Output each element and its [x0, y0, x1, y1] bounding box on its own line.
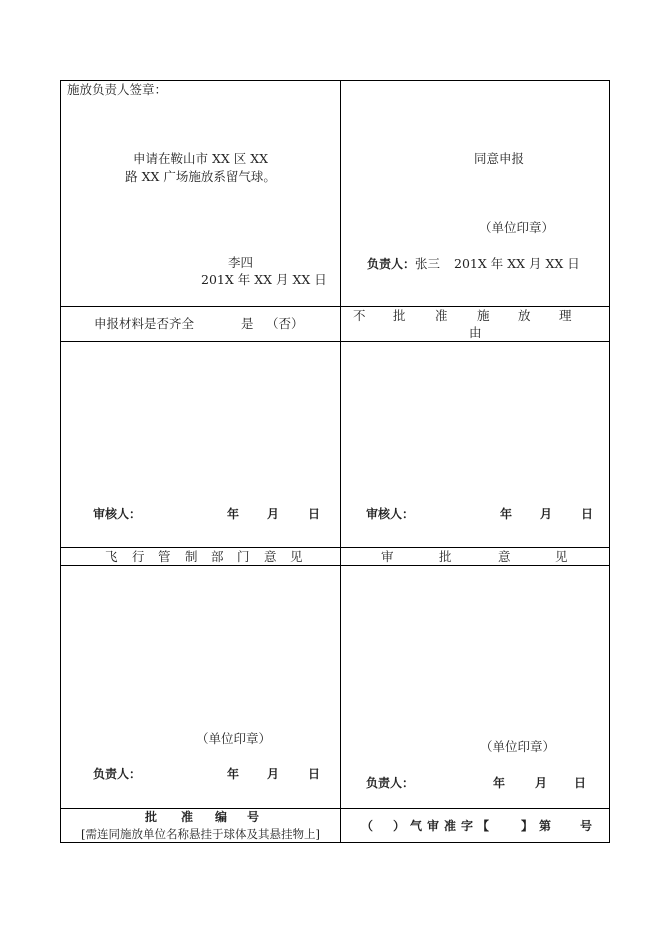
review-day-left: 日: [308, 507, 321, 521]
flight-control-responsible-label: 负责人：: [93, 767, 142, 781]
unit-opinion: 同意申报: [474, 151, 525, 166]
flight-control-month: 月: [267, 767, 280, 781]
approval-seal-label: （单位印章）: [480, 739, 556, 754]
row-divider: [61, 341, 609, 342]
materials-complete-question: 申报材料是否齐全: [94, 316, 195, 331]
materials-no-option: （否）: [266, 316, 304, 331]
materials-yes-option: 是: [241, 316, 254, 331]
flight-control-day: 日: [308, 767, 321, 781]
reviewer-label-left: 审核人：: [93, 507, 142, 521]
review-month-right: 月: [540, 507, 553, 521]
approval-responsible-label: 负责人：: [366, 776, 415, 790]
review-day-right: 日: [581, 507, 594, 521]
flight-control-seal-label: （单位印章）: [196, 731, 272, 746]
approval-number-note: [需连同施放单位名称悬挂于球体及其悬挂物上]: [81, 827, 320, 841]
balloon-release-application-form: 施放负责人签章： 申请在鞍山市 XX 区 XX 路 XX 广场施放系留气球。 李四 201X 年 XX 月 XX 日 同意申报 （单位印章） 负责人：张三 201X 年 XX 月 XX 日 申报材料是否齐全 是 （否） 不 批 准 施 放 理 由 审核人： 年 月 日 审核人： 年 月 日 飞 行 管 制 部 门 意 见 审 批 意 见 （单位印章） 负责人： 年 月 日 （单位印章） 负责人： 年 月 日 批 准 编 号 [需连同施放单位名称悬挂于球体及其悬挂物上] （ ） 气 审 准 字 【 】 第 号: [60, 80, 610, 843]
request-text-line2: 路 XX 广场施放系留气球。: [125, 169, 276, 184]
responsible-name: 张三: [415, 256, 441, 271]
unit-seal-label: （单位印章）: [479, 220, 555, 235]
approval-year: 年: [493, 776, 506, 790]
review-year-right: 年: [500, 507, 513, 521]
request-text-line1: 申请在鞍山市 XX 区 XX: [132, 151, 269, 166]
applicant-name: 李四: [228, 255, 254, 270]
approval-day: 日: [574, 776, 587, 790]
row-divider: [61, 306, 609, 307]
flight-control-year: 年: [227, 767, 240, 781]
approval-month: 月: [535, 776, 548, 790]
row-divider: [61, 565, 609, 566]
row-divider: [61, 808, 609, 809]
applicant-signature-label: 施放负责人签章：: [67, 82, 168, 97]
column-divider: [340, 81, 341, 842]
review-year-left: 年: [227, 507, 240, 521]
review-month-left: 月: [267, 507, 280, 521]
row-divider: [61, 547, 609, 548]
applicant-date: 201X 年 XX 月 XX 日: [201, 272, 327, 287]
reviewer-label-right: 审核人：: [366, 507, 415, 521]
responsible-label: 负责人：: [367, 257, 416, 271]
unit-date: 201X 年 XX 月 XX 日: [454, 256, 580, 271]
